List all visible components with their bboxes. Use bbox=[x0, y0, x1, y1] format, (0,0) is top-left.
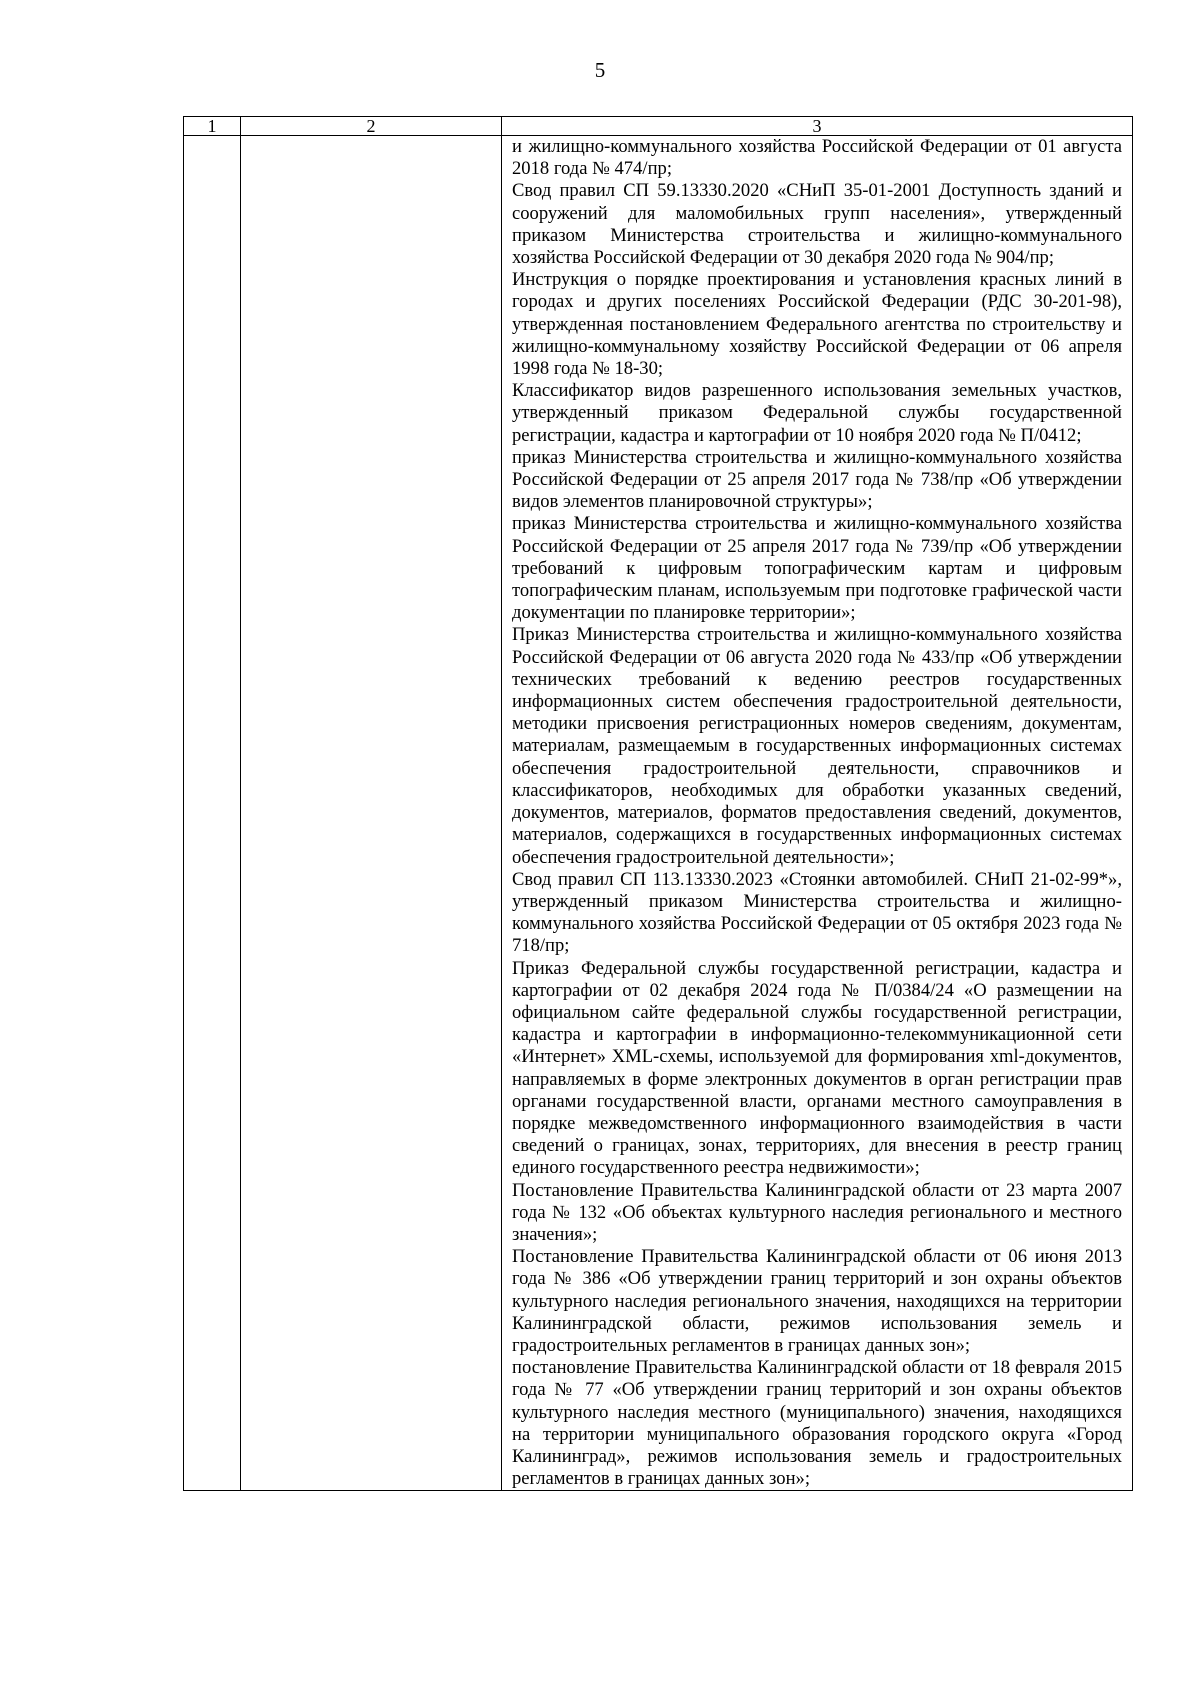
cell-col-2 bbox=[241, 136, 502, 1491]
paragraph: Постановление Правительства Калининградской области от 23 марта 2007 года № 132 «Об объектах культурного наследия регионального и местного значения»; bbox=[512, 1179, 1122, 1245]
paragraph: и жилищно-коммунального хозяйства Российской Федерации от 01 августа 2018 года № 474/пр; bbox=[512, 136, 1122, 180]
paragraph: Свод правил СП 59.13330.2020 «СНиП 35-01-2001 Доступность зданий и сооружений для маломобильных групп населения», утвержденный приказом Министерства строительства и жилищно-коммунального хозяйства Российской Федерации от 30 декабря 2020 года № 904/пр; bbox=[512, 180, 1122, 269]
column-header-1: 1 bbox=[184, 117, 241, 136]
paragraph: Свод правил СП 113.13330.2023 «Стоянки автомобилей. СНиП 21-02-99*», утвержденный приказом Министерства строительства и жилищно-коммунального хозяйства Российской Федерации от 05 октября 2023 года № 718/пр; bbox=[512, 868, 1122, 957]
cell-col-3 bbox=[502, 136, 1133, 1491]
column-header-3: 3 bbox=[502, 117, 1133, 136]
document-table bbox=[183, 116, 1133, 1491]
paragraph: Приказ Министерства строительства и жилищно-коммунального хозяйства Российской Федерации от 06 августа 2020 года № 433/пр «Об утверждении технических требований к ведению реестров государственных информационных систем обеспечения градостроительной деятельности, методики присвоения регистрационных номеров сведениям, документам, материалам, размещаемым в государственных информационных системах обеспечения градостроительной деятельности, справочников и классификаторов, необходимых для обработки указанных сведений, документов, материалов, форматов предоставления сведений, документов, материалов, содержащихся в государственных информационных системах обеспечения градостроительной деятельности»; bbox=[512, 624, 1122, 868]
column-header-2: 2 bbox=[241, 117, 502, 136]
paragraph: приказ Министерства строительства и жилищно-коммунального хозяйства Российской Федерации от 25 апреля 2017 года № 738/пр «Об утверждении видов элементов планировочной структуры»; bbox=[512, 446, 1122, 513]
paragraph: постановление Правительства Калининградской области от 18 февраля 2015 года № 77 «Об утверждении границ территорий и зон охраны объектов культурного наследия местного (муниципального) значения, находящихся на территории муниципального образования городского округа «Город Калининград», режимов использования земель и градостроительных регламентов в границах данных зон»; bbox=[512, 1357, 1122, 1490]
paragraph: Постановление Правительства Калининградской области от 06 июня 2013 года № 386 «Об утверждении границ территорий и зон охраны объектов культурного наследия регионального значения, находящихся на территории Калининградской области, режимов использования земель и градостроительных регламентов в границах данных зон»; bbox=[512, 1246, 1122, 1356]
page-number: 5 bbox=[594, 58, 606, 82]
paragraph: Инструкция о порядке проектирования и установления красных линий в городах и других поселениях Российской Федерации (РДС 30-201-98), утвержденная постановлением Федерального агентства по строительству и жилищно-коммунальному хозяйству Российской Федерации от 06 апреля 1998 года № 18-30; bbox=[512, 269, 1122, 380]
table-row bbox=[184, 136, 1133, 1491]
paragraph: Приказ Федеральной службы государственной регистрации, кадастра и картографии от 02 декабря 2024 года № П/0384/24 «О размещении на официальном сайте федеральной службы государственной регистрации, кадастра и картографии в информационно-телекоммуникационной сети «Интернет» XML-схемы, используемой для формирования xml-документов, направляемых в форме электронных документов в орган регистрации прав органами государственной власти, органами местного самоуправления в порядке межведомственного информационного взаимодействия в части сведений о границах, зонах, территориях, для внесения в реестр границ единого государственного реестра недвижимости»; bbox=[512, 957, 1122, 1179]
paragraph: приказ Министерства строительства и жилищно-коммунального хозяйства Российской Федерации от 25 апреля 2017 года № 739/пр «Об утверждении требований к цифровым топографическим картам и цифровым топографическим планам, используемым при подготовке графической части документации по планировке территории»; bbox=[512, 513, 1122, 624]
table-header-row bbox=[184, 117, 1133, 136]
cell-col-1 bbox=[184, 136, 241, 1491]
paragraph: Классификатор видов разрешенного использования земельных участков, утвержденный приказом Федеральной службы государственной регистрации, кадастра и картографии от 10 ноября 2020 года № П/0412; bbox=[512, 380, 1122, 446]
